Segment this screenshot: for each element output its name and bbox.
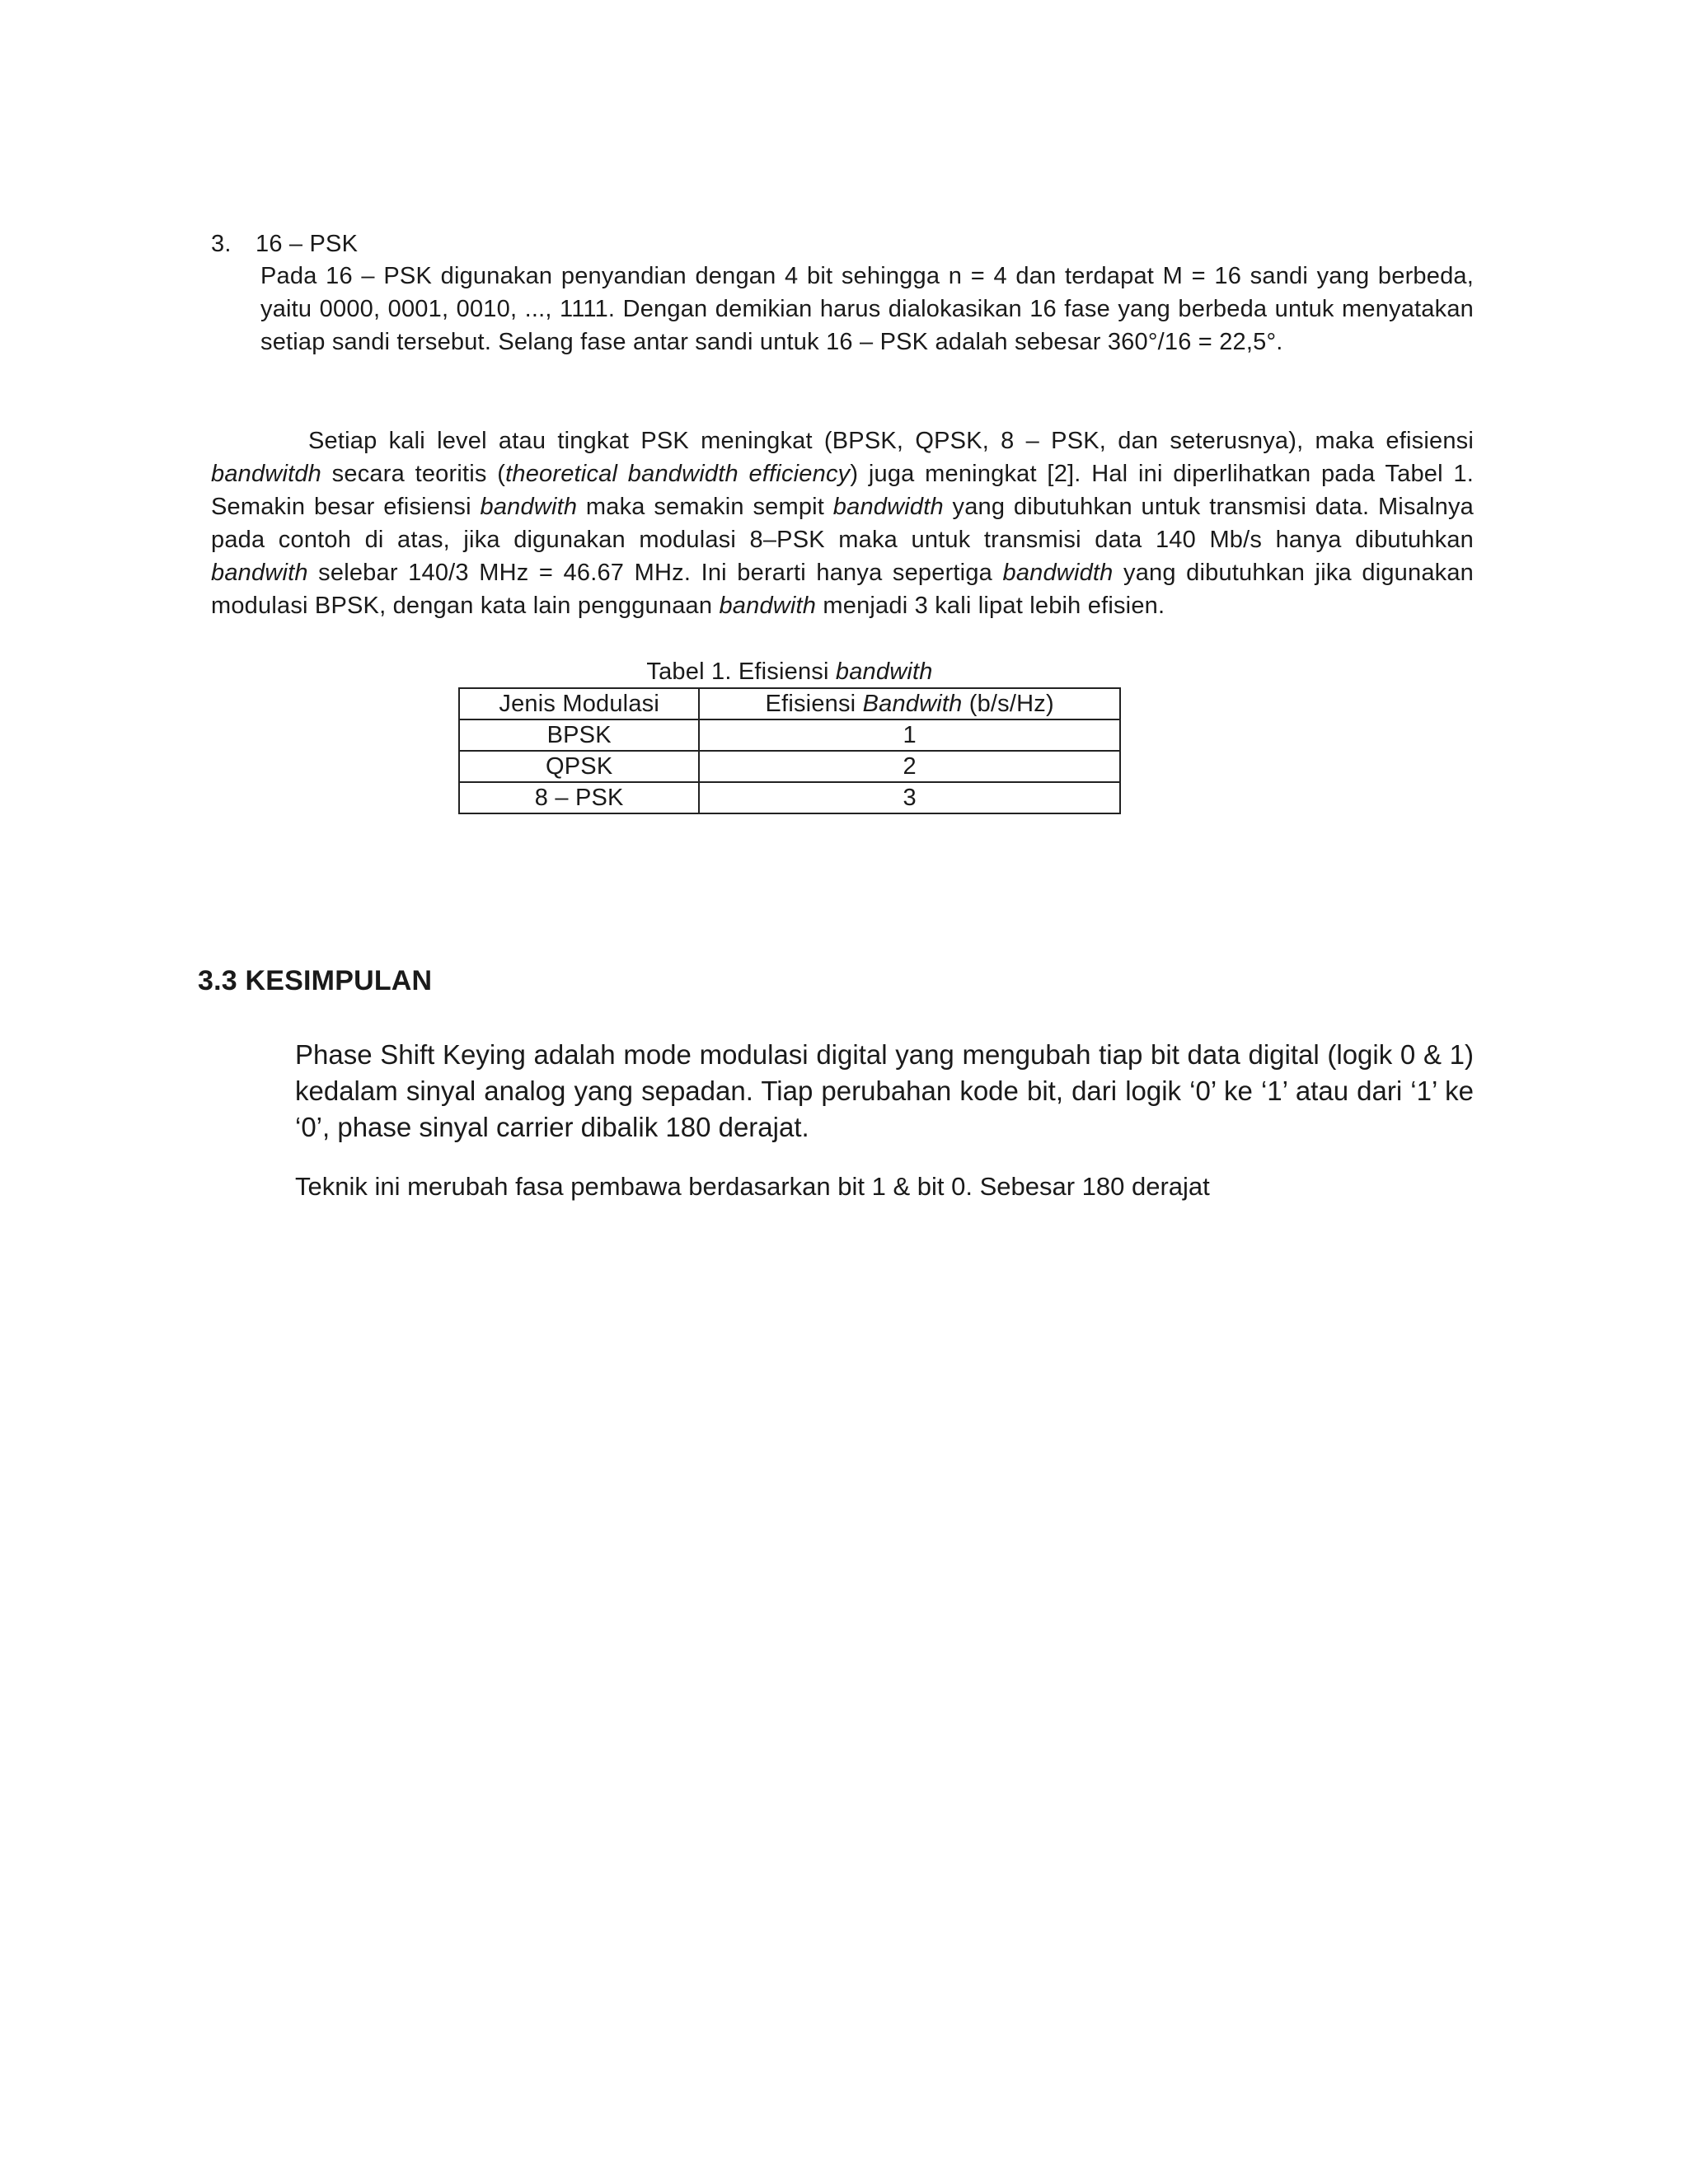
text-run: ) juga meningkat [2]. Hal ini diperlihatkan pada Tabel 1. Semakin besar efisiensi	[211, 461, 1474, 520]
table-row	[459, 719, 1120, 751]
cell-efficiency: 1	[699, 719, 1120, 751]
list-item-body: Pada 16 – PSK digunakan penyandian dengan 4 bit sehingga n = 4 dan terdapat M = 16 sandi yang berbeda, yaitu 0000, 0001, 0010, ..., 1111. Dengan demikian harus dialokasikan 16 fase yang berbeda untuk menyatakan setiap sandi tersebut. Selang fase antar sandi untuk 16 – PSK adalah sebesar 360°/16 = 22,5°.	[260, 263, 1474, 355]
list-item-number: 3.	[211, 231, 232, 257]
text-run: Setiap kali level atau tingkat PSK meningkat (BPSK, QPSK, 8 – PSK, dan seterusnya), maka efisiensi	[308, 428, 1474, 454]
section-heading: 3.3 KESIMPULAN	[198, 965, 433, 996]
italic-term: bandwith	[719, 593, 817, 619]
italic-term: bandwith	[211, 560, 308, 586]
conclusion-note: Teknik ini merubah fasa pembawa berdasarkan bit 1 & bit 0. Sebesar 180 derajat	[295, 1172, 1210, 1201]
cell-modulation: 8 – PSK	[459, 782, 699, 813]
table-header-row	[459, 688, 1120, 719]
body-paragraph	[211, 424, 1474, 622]
list-item-heading	[211, 227, 358, 260]
header-text: Efisiensi	[765, 691, 863, 717]
cell-modulation: BPSK	[459, 719, 699, 751]
efficiency-table	[458, 687, 1121, 814]
italic-term: theoretical bandwidth efficiency	[505, 461, 851, 487]
header-modulation: Jenis Modulasi	[459, 688, 699, 719]
header-unit: (b/s/Hz)	[962, 691, 1054, 717]
header-italic: Bandwith	[862, 691, 963, 717]
text-run: secara teoritis (	[321, 461, 506, 487]
table-row	[459, 782, 1120, 813]
text-run: menjadi 3 kali lipat lebih efisien.	[816, 593, 1165, 619]
list-item-title: 16 – PSK	[256, 231, 359, 257]
italic-term: bandwitdh	[211, 461, 322, 487]
caption-italic: bandwith	[835, 658, 933, 685]
cell-efficiency: 2	[699, 751, 1120, 782]
text-run: yang dibutuhkan jika digunakan modulasi BPSK, dengan kata lain penggunaan	[211, 560, 1475, 619]
italic-term: bandwidth	[832, 494, 944, 520]
table-row	[459, 751, 1120, 782]
cell-modulation: QPSK	[459, 751, 699, 782]
table-caption	[458, 655, 1121, 688]
italic-term: bandwith	[480, 494, 578, 520]
text-run: yang dibutuhkan untuk transmisi data. Misalnya pada contoh di atas, jika digunakan modulasi 8–PSK maka untuk transmisi data 140 Mb/s hanya dibutuhkan	[211, 494, 1474, 553]
header-efficiency	[699, 688, 1120, 719]
text-run: selebar 140/3 MHz = 46.67 MHz. Ini berarti hanya sepertiga	[307, 560, 1003, 586]
caption-text: Tabel 1. Efisiensi	[646, 658, 836, 685]
conclusion-paragraph: Phase Shift Keying adalah mode modulasi digital yang mengubah tiap bit data digital (logik 0 & 1) kedalam sinyal analog yang sepadan. Tiap perubahan kode bit, dari logik ‘0’ ke ‘1’ atau dari ‘1’ ke ‘0’, phase sinyal carrier dibalik 180 derajat.	[295, 1039, 1474, 1142]
italic-term: bandwidth	[1002, 560, 1114, 586]
text-run: maka semakin sempit	[577, 494, 833, 520]
cell-efficiency: 3	[699, 782, 1120, 813]
